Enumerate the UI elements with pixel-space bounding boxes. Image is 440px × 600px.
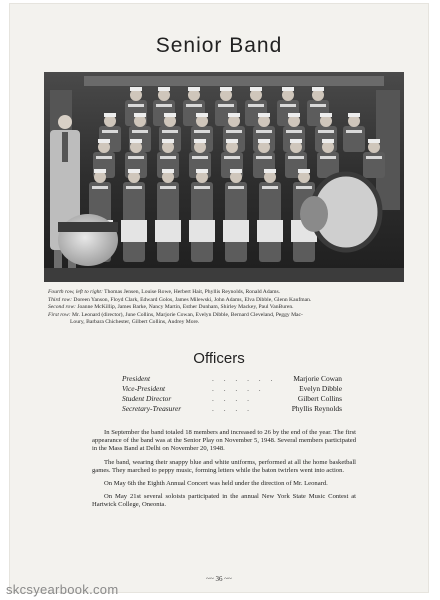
officers-heading: Officers [193, 350, 245, 367]
uniform-braid [132, 130, 148, 133]
band-hat [104, 113, 116, 117]
officer-leader-dots: . . . . [212, 394, 253, 403]
caption-row-names: Joanne McKillip, James Barke, Nancy Martin, Esther Dunham, Shirley Mackey, Paul VanBuren. [77, 304, 294, 311]
band-hat [348, 113, 360, 117]
uniform-braid [102, 130, 118, 133]
officer-row [122, 374, 342, 384]
officer-name: Evelyn Dibble [299, 384, 342, 393]
band-member-uniform [363, 152, 385, 178]
uniform-braid [160, 156, 176, 159]
uniform-braid [288, 156, 304, 159]
officer-name: Phyllis Reynolds [291, 404, 342, 413]
uniform-braid [310, 104, 326, 107]
officers-list [122, 374, 342, 414]
caption-row-names: Doreen Yanson, Floyd Clark, Edward Golos, James Milewski, John Adams, Elva Dibble, Glenn Kaufman. [73, 296, 312, 303]
band-hat [250, 87, 262, 91]
uniform-braid [366, 156, 382, 159]
uniform-braid [96, 156, 112, 159]
caption-row [48, 297, 404, 305]
officer-role: Student Director [122, 394, 172, 403]
uniform-braid [194, 130, 210, 133]
caption-row [48, 312, 404, 320]
band-hat [188, 87, 200, 91]
band-hat [196, 169, 208, 173]
caption-row-names: Mr. Leonard (director), June Collins, Marjorie Cowan, Evelyn Dibble, Bernard Cleveland, Peggy Mac- [72, 311, 303, 318]
officer-role: Vice-President [122, 384, 166, 393]
officer-row [122, 404, 342, 414]
uniform-braid [156, 104, 172, 107]
band-hat [226, 139, 238, 143]
uniform-braid [256, 130, 272, 133]
paragraph: On May 21st several soloists participated in the annual New York State Music Contest at Hartwick College, Oneonta. [92, 493, 356, 509]
caption-row [48, 289, 404, 297]
band-hat [130, 139, 142, 143]
officer-leader-dots: . . . . . [212, 384, 265, 393]
uniform-braid [218, 104, 234, 107]
band-hat [230, 169, 242, 173]
uniform-braid [226, 130, 242, 133]
band-hat [164, 113, 176, 117]
uniform-braid [228, 186, 244, 189]
band-hat [258, 139, 270, 143]
band-hat [320, 113, 332, 117]
band-hat [368, 139, 380, 143]
page-title: Senior Band [155, 34, 283, 57]
band-hat [288, 113, 300, 117]
band-hat [322, 139, 334, 143]
uniform-braid [262, 186, 278, 189]
band-skirt [223, 220, 249, 242]
photo-caption [48, 289, 404, 327]
paragraph: In September the band totaled 18 members and increased to 26 by the end of the year. The first appearance of the band was at the Senior Play on November 5, 1948. Several members participated in the Mass Band at Delhi on November 20, 1948. [92, 429, 356, 453]
uniform-braid [296, 186, 312, 189]
band-skirt [121, 220, 147, 242]
band-hat [264, 169, 276, 173]
uniform-braid [318, 130, 334, 133]
caption-row-names: Thomas Jensen, Louise Rowe, Herbert Hait, Phyllis Reynolds, Ronald Adams. [104, 289, 281, 295]
band-hat [194, 139, 206, 143]
uniform-braid [194, 186, 210, 189]
band-hat [196, 113, 208, 117]
band-hat [162, 139, 174, 143]
band-hat [162, 169, 174, 173]
band-hat [290, 139, 302, 143]
officer-leader-dots: . . . . . . [212, 374, 277, 383]
uniform-braid [224, 156, 240, 159]
officer-role: Secretary-Treasurer [122, 404, 182, 413]
caption-row [48, 304, 404, 312]
yearbook-page [10, 4, 428, 592]
uniform-braid [320, 156, 336, 159]
caption-row-label: First row: [48, 311, 71, 318]
site-watermark: skcsyearbook.com [6, 582, 119, 597]
band-member-uniform [343, 126, 365, 152]
uniform-braid [92, 186, 108, 189]
band-hat [134, 113, 146, 117]
band-hat [128, 169, 140, 173]
uniform-braid [248, 104, 264, 107]
uniform-braid [128, 104, 144, 107]
officer-row [122, 384, 342, 394]
band-hat [130, 87, 142, 91]
band-hat [298, 169, 310, 173]
officer-name: Gilbert Collins [297, 394, 342, 403]
band-hat [282, 87, 294, 91]
band-hat [98, 139, 110, 143]
uniform-braid [162, 130, 178, 133]
uniform-braid [186, 104, 202, 107]
officer-row [122, 394, 342, 404]
caption-row-label: Second row: [48, 304, 76, 311]
officer-name: Marjorie Cowan [293, 374, 342, 383]
uniform-braid [126, 186, 142, 189]
band-skirt [189, 220, 215, 242]
caption-row [48, 319, 404, 327]
uniform-braid [160, 186, 176, 189]
band-skirt [257, 220, 283, 242]
band-hat [228, 113, 240, 117]
officer-role: President [122, 374, 151, 383]
uniform-braid [280, 104, 296, 107]
band-hat [220, 87, 232, 91]
band-group-photo [44, 72, 404, 282]
uniform-braid [256, 156, 272, 159]
band-hat [158, 87, 170, 91]
band-hat [312, 87, 324, 91]
page-number: ~~ 36 ~~ [206, 575, 232, 583]
officer-leader-dots: . . . . [212, 404, 253, 413]
band-hat [258, 113, 270, 117]
caption-row-label: Third row: [48, 296, 72, 303]
caption-row-label: Fourth row, left to right: [48, 289, 103, 295]
band-skirt [155, 220, 181, 242]
paragraph: On May 6th the Eighth Annual Concert was held under the direction of Mr. Leonard. [104, 480, 328, 488]
band-history-text [92, 429, 356, 515]
caption-row-names: Loury, Barbara Chichester, Gilbert Collins, Audrey More. [70, 319, 200, 326]
uniform-braid [192, 156, 208, 159]
band-hat [94, 169, 106, 173]
uniform-braid [128, 156, 144, 159]
uniform-braid [286, 130, 302, 133]
uniform-braid [346, 130, 362, 133]
paragraph: The band, wearing their snappy blue and white uniforms, performed at all the home basketball games. They marched to peppy music, forming letters while the baton twirlers went into action. [92, 458, 356, 474]
